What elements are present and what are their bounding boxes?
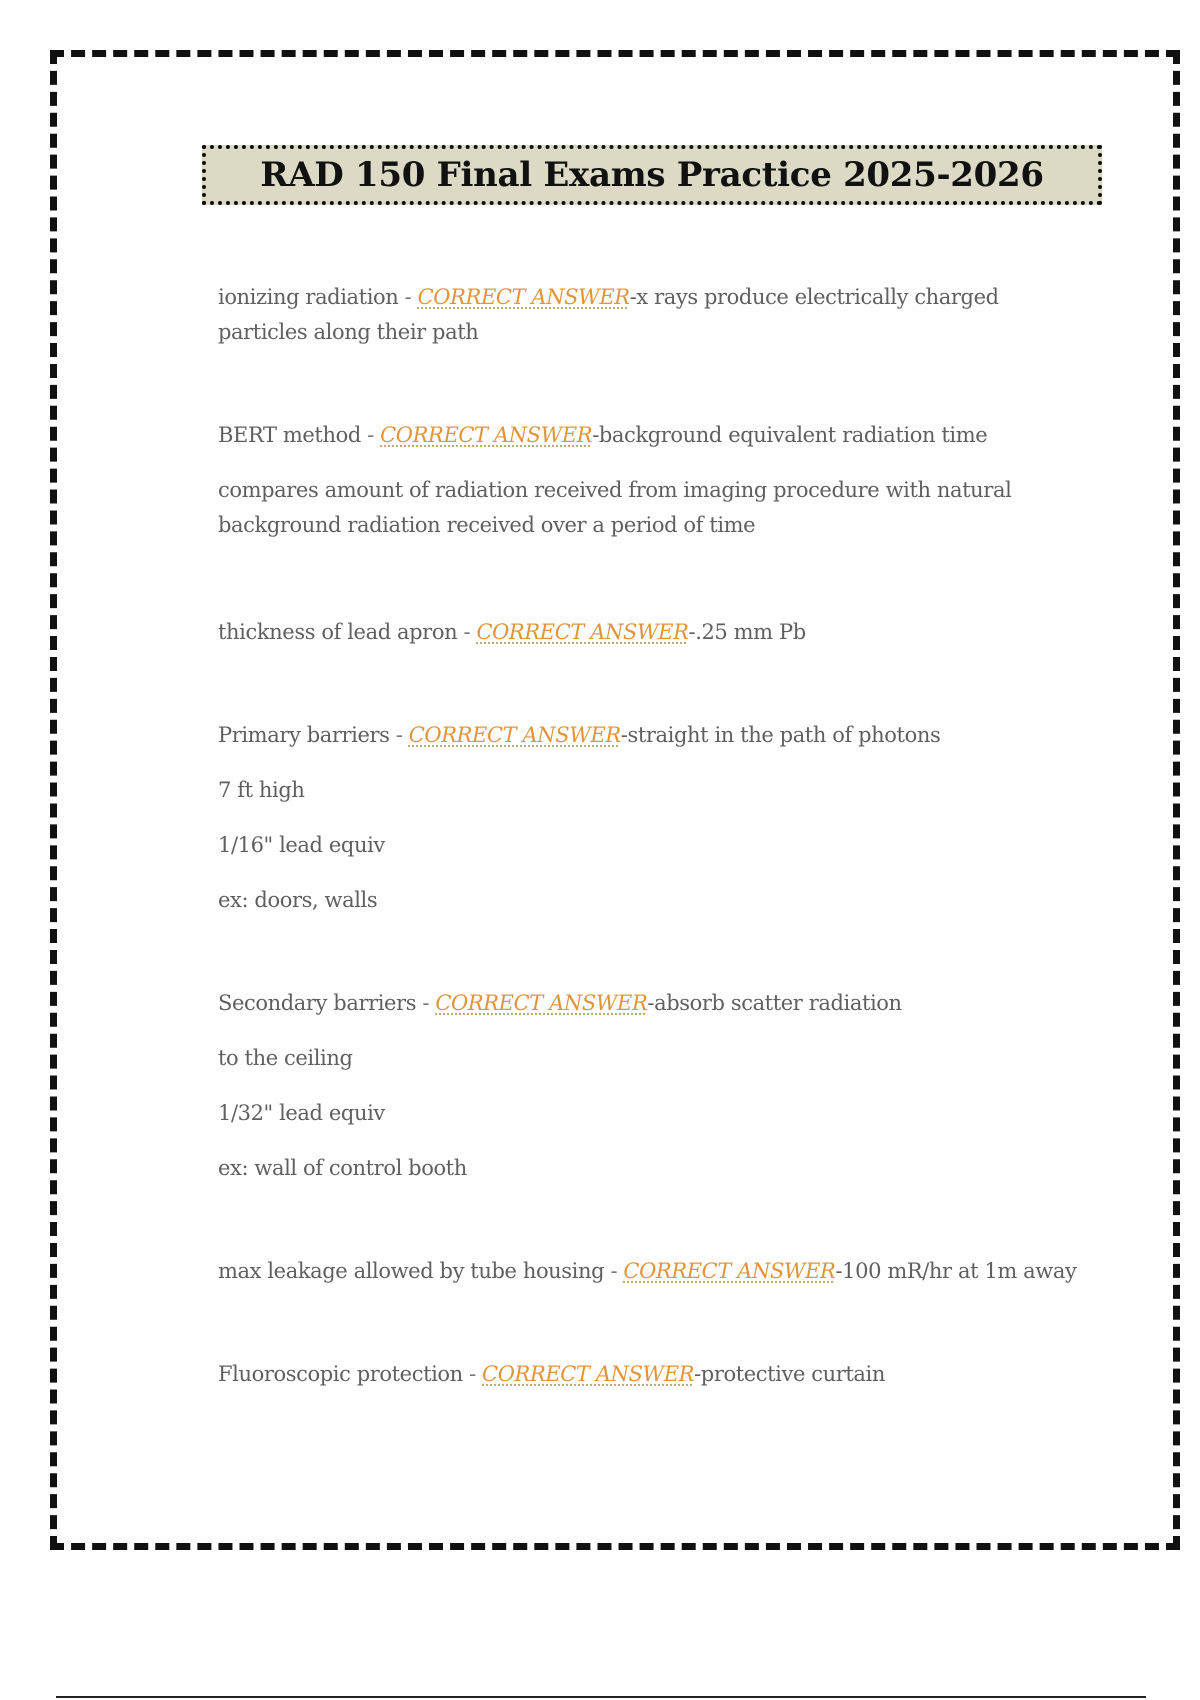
term: thickness of lead apron — [218, 620, 458, 644]
flashcard-entry — [218, 1254, 1088, 1289]
correct-answer-label: CORRECT ANSWER — [380, 423, 593, 447]
answer-detail: 7 ft high — [218, 778, 305, 802]
answer-detail: ex: doors, walls — [218, 888, 378, 912]
answer-detail: 1/16" lead equiv — [218, 833, 385, 857]
separator: - — [416, 991, 436, 1015]
term-line — [218, 1254, 1088, 1289]
footer-rule — [56, 1696, 1146, 1698]
correct-answer-label: CORRECT ANSWER — [482, 1362, 695, 1386]
correct-answer-label: CORRECT ANSWER — [417, 285, 630, 309]
term: Primary barriers — [218, 723, 390, 747]
title-box — [202, 145, 1102, 205]
correct-answer-label: CORRECT ANSWER — [476, 620, 689, 644]
correct-answer-label: CORRECT ANSWER — [408, 723, 621, 747]
correct-answer-label: CORRECT ANSWER — [435, 991, 648, 1015]
term-line — [218, 615, 1088, 650]
correct-answer-label: CORRECT ANSWER — [623, 1259, 836, 1283]
answer-detail: to the ceiling — [218, 1046, 353, 1070]
term: max leakage allowed by tube housing — [218, 1259, 605, 1283]
flashcard-entry — [218, 418, 1088, 543]
term: ionizing radiation — [218, 285, 399, 309]
term-line — [218, 280, 1088, 350]
term-line — [218, 1357, 1088, 1392]
page-title: RAD 150 Final Exams Practice 2025-2026 — [260, 155, 1044, 195]
term-line — [218, 986, 1088, 1021]
answer-detail: 1/32" lead equiv — [218, 1101, 385, 1125]
answer: -background equivalent radiation time — [592, 423, 988, 447]
answer: -.25 mm Pb — [688, 620, 806, 644]
term: Fluoroscopic protection — [218, 1362, 463, 1386]
flashcard-entry — [218, 986, 1088, 1186]
answer: -protective curtain — [694, 1362, 885, 1386]
answer-detail: compares amount of radiation received from imaging procedure with natural background radiation received over a period of time — [218, 478, 1012, 537]
term: BERT method — [218, 423, 361, 447]
term: Secondary barriers — [218, 991, 417, 1015]
separator: - — [462, 1362, 483, 1386]
separator: - — [457, 620, 477, 644]
flashcard-entry — [218, 718, 1088, 918]
separator: - — [360, 423, 381, 447]
answer: -absorb scatter radiation — [647, 991, 902, 1015]
answer: -x rays produce electrically charged particles along their path — [218, 285, 999, 344]
separator: - — [398, 285, 418, 309]
answer: -straight in the path of photons — [620, 723, 941, 747]
flashcard-entry — [218, 615, 1088, 650]
flashcard-entry — [218, 1357, 1088, 1392]
flashcard-entry — [218, 280, 1088, 350]
term-line — [218, 718, 1088, 753]
separator: - — [604, 1259, 624, 1283]
term-line — [218, 418, 1088, 453]
separator: - — [389, 723, 409, 747]
flashcard-list — [218, 280, 1088, 1392]
answer-detail: ex: wall of control booth — [218, 1156, 467, 1180]
answer: -100 mR/hr at 1m away — [835, 1259, 1077, 1283]
